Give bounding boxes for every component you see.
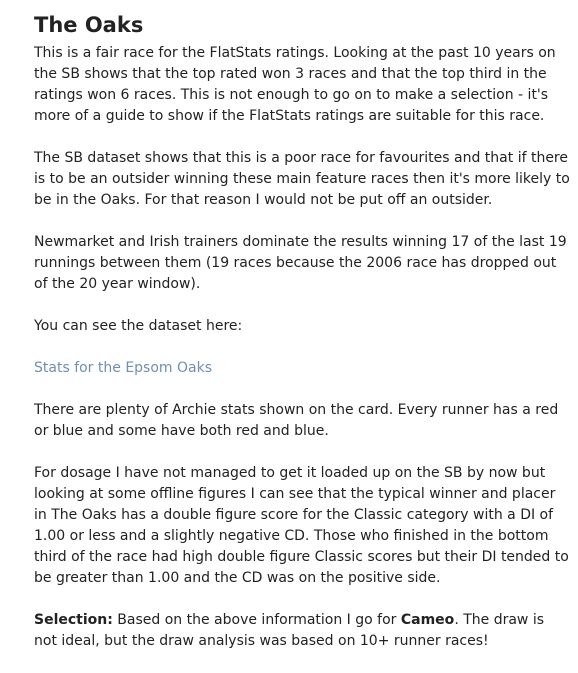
paragraph-dosage: For dosage I have not managed to get it loaded up on the SB by now but looking at some offline figures I can see that the typical winner and placer in The Oaks has a double figure score for the Classic category with a DI of 1.00 or less and a slightly negative CD. Those who finished in the bottom third of the race had high double figure Classic scores but their DI tended to be greater than 1.00 and the CD was on the positive side. — [34, 465, 569, 586]
article — [34, 10, 570, 673]
paragraph-link — [34, 358, 570, 379]
selection-text-b: . The draw is not ideal, but the draw analysis was based on 10+ runner races! — [34, 612, 545, 649]
paragraph-favourites: The SB dataset shows that this is a poor race for favourites and that if there is to be an outsider winning these main feature races then it's more likely to be in the Oaks. For that reason I would not be put off an outsider. — [34, 150, 570, 208]
paragraph-trainers: Newmarket and Irish trainers dominate the results winning 17 of the last 19 runnings between them (19 races because the 2006 race has dropped out of the 20 year window). — [34, 234, 567, 292]
paragraph-selection — [34, 610, 570, 652]
selection-horse: Cameo — [400, 612, 455, 628]
selection-label: Selection: — [34, 612, 113, 628]
paragraph-archie: There are plenty of Archie stats shown on the card. Every runner has a red or blue and some have both red and blue. — [34, 402, 559, 439]
selection-text-a: Based on the above information I go for — [112, 612, 401, 628]
article-title: The Oaks — [34, 13, 144, 37]
paragraph-dataset-intro: You can see the dataset here: — [34, 318, 243, 334]
epsom-oaks-stats-link[interactable]: Stats for the Epsom Oaks — [34, 360, 212, 376]
paragraph-ratings: This is a fair race for the FlatStats ratings. Looking at the past 10 years on the SB shows that the top rated won 3 races and that the top third in the ratings won 6 races. This is not enough to go on to make a selection - it's more of a guide to show if the FlatStats ratings are suitable for this race. — [34, 45, 556, 124]
